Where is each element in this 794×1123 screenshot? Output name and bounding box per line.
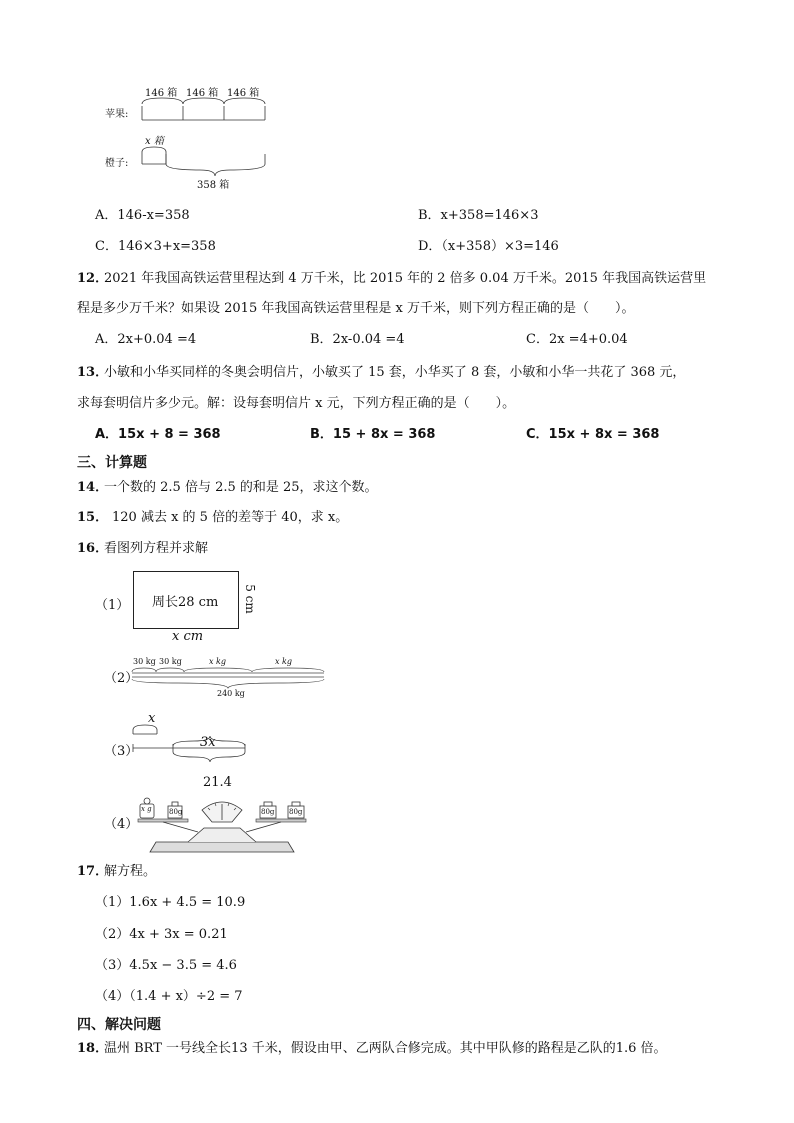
- seg-xkg-1: x kg: [209, 657, 227, 666]
- q12-option-c[interactable]: C．2x =4+0.04: [526, 332, 628, 347]
- q11-option-b[interactable]: B．x+358=146×3: [418, 208, 539, 223]
- section-3-heading: 三、计算题: [77, 455, 147, 471]
- q12-number: 12．: [77, 271, 109, 286]
- q17-number: 17．: [77, 864, 109, 879]
- q14-text: 一个数的 2.5 倍与 2.5 的和是 25，求这个数。: [104, 480, 378, 495]
- q18-text: 温州 BRT 一号线全长13 千米，假设由甲、乙两队合修完成。其中甲队修的路程是乙队的1.6 倍。: [104, 1041, 667, 1056]
- orange-label: 橙子:: [105, 158, 129, 169]
- q15-text: 120 减去 x 的 5 倍的差等于 40，求 x。: [112, 510, 349, 525]
- q12-text-line2: 程是多少万千米？如果设 2015 年我国高铁运营里程是 x 万千米，则下列方程正确的是（ ）。: [77, 301, 635, 316]
- q13-option-b[interactable]: B．15 + 8x = 368: [310, 427, 436, 442]
- seg-x-label: x: [148, 711, 156, 726]
- weight-80g-left: 80g: [169, 808, 183, 816]
- q13-option-a[interactable]: A．15x + 8 = 368: [95, 427, 221, 442]
- q12-option-a[interactable]: A．2x+0.04 =4: [95, 332, 197, 347]
- seg-total-240kg: 240 kg: [217, 689, 245, 698]
- q16-part4-label: （4）: [104, 817, 139, 832]
- rectangle-width-label: x cm: [172, 629, 204, 644]
- q13-option-c[interactable]: C．15x + 8x = 368: [526, 427, 660, 442]
- q18-number: 18．: [77, 1041, 109, 1056]
- seg-30kg-2: 30 kg: [159, 657, 182, 666]
- weight-80g-right-2: 80g: [289, 808, 303, 816]
- rectangle-height-label: 5 cm: [242, 584, 257, 614]
- q16-number: 16．: [77, 541, 109, 556]
- rectangle-perimeter-label: 周长28 cm: [152, 595, 219, 610]
- weight-80g-right-1: 80g: [261, 808, 275, 816]
- q17-equation-4: （4）（1.4 + x）÷2 = 7: [95, 989, 243, 1004]
- q12-option-b[interactable]: B．2x-0.04 =4: [310, 332, 405, 347]
- apple-seg-label-1: 146 箱: [145, 88, 178, 99]
- q16-part2-label: （2）: [104, 671, 139, 686]
- q17-equation-1: （1）1.6x + 4.5 = 10.9: [95, 895, 246, 910]
- weight-xg-label: x g: [141, 805, 152, 813]
- apple-label: 苹果:: [105, 109, 129, 120]
- q14-number: 14．: [77, 480, 109, 495]
- q17-equation-3: （3）4.5x − 3.5 = 4.6: [95, 958, 237, 973]
- section-4-heading: 四、解决问题: [77, 1017, 161, 1033]
- q16-text: 看图列方程并求解: [104, 541, 209, 556]
- orange-x-label: x 箱: [145, 136, 164, 147]
- q11-option-d[interactable]: D．（x+358）×3=146: [418, 239, 559, 254]
- q15-number: 15．: [77, 510, 109, 525]
- apple-seg-label-3: 146 箱: [227, 88, 260, 99]
- q16-part3-label: （3）: [104, 744, 139, 759]
- q11-option-a[interactable]: A．146-x=358: [95, 208, 190, 223]
- orange-total-label: 358 箱: [197, 180, 230, 191]
- balance-scale-icon: [128, 792, 318, 862]
- q13-text-line2: 求每套明信片多少元。解：设每套明信片 x 元，下列方程正确的是（ ）。: [77, 396, 516, 411]
- seg-3x-label: 3x: [200, 735, 216, 750]
- q13-text-line1: 小敏和小华买同样的冬奥会明信片，小敏买了 15 套，小华买了 8 套，小敏和小华一共花了 368 元，: [104, 365, 686, 380]
- seg-30kg-1: 30 kg: [133, 657, 156, 666]
- seg-total-21-4: 21.4: [203, 775, 232, 790]
- q13-number: 13．: [77, 365, 109, 380]
- apple-bar-diagram: [140, 96, 280, 126]
- q12-text-line1: 2021 年我国高铁运营里程达到 4 万千米，比 2015 年的 2 倍多 0.04 万千米。2015 年我国高铁运营里: [104, 271, 707, 286]
- q16-part1-label: （1）: [95, 598, 130, 613]
- q17-text: 解方程。: [104, 864, 157, 879]
- apple-seg-label-2: 146 箱: [186, 88, 219, 99]
- q17-equation-2: （2）4x + 3x = 0.21: [95, 927, 228, 942]
- seg-xkg-2: x kg: [275, 657, 293, 666]
- q11-option-c[interactable]: C．146×3+x=358: [95, 239, 216, 254]
